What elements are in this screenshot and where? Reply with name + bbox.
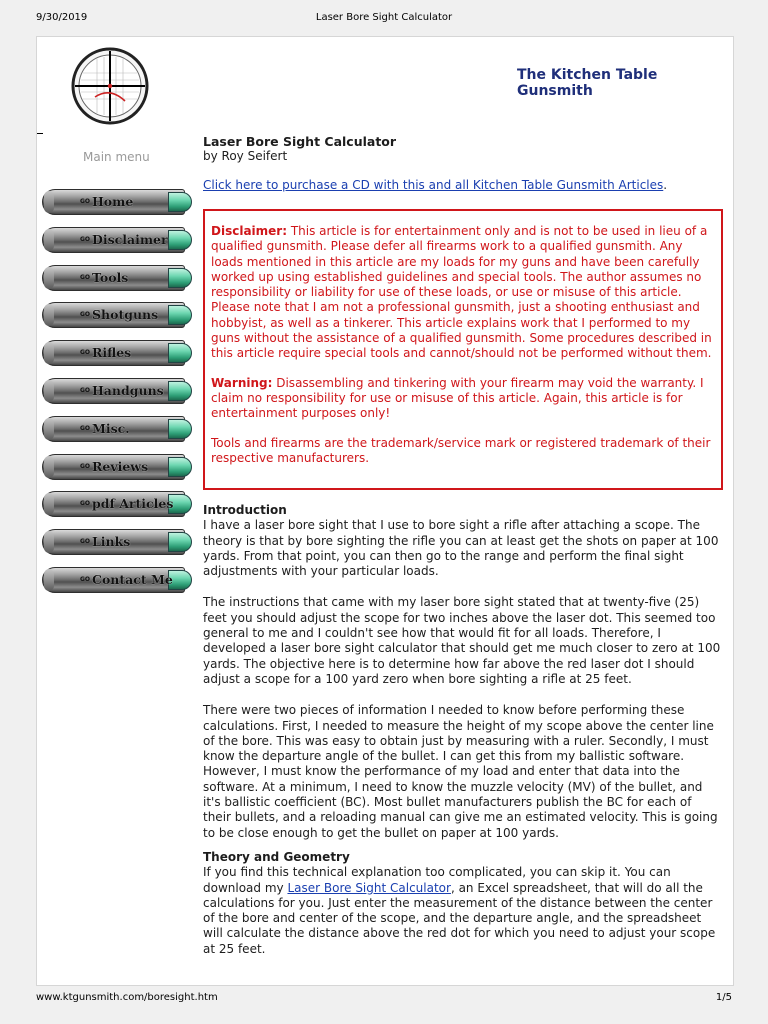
intro-paragraph-3: There were two pieces of information I needed to know before performing these calculations. First, I needed to measure the height of my scope above the center line of the bore. This was easy to obtain just by measuring with a ruler. Secondly, I must know the departure angle of the bullet. I can get this from my ballistic software. However, I must know the performance of my load and enter that data into the software. At a minimum, I need to know the muzzle velocity (MV) of the bullet, and it's ballistic coefficient (BC). Most bullet manufacturers publish the BC for each of their bullets, and a reloading manual can give me an estimated velocity. This is going to be close enough to get the bullet on paper at 100 yards. [203, 703, 718, 840]
bullet-rim [44, 493, 54, 515]
nav-label: Contact Me [92, 571, 173, 587]
bullet-tip [168, 532, 192, 552]
web-page [36, 36, 734, 986]
warning-label: Warning: [211, 375, 273, 390]
bullet-rim [44, 380, 54, 402]
bullet-rim [44, 342, 54, 364]
disclaimer-label: Disclaimer: [211, 224, 288, 238]
nav-label: pdf Articles [92, 496, 174, 512]
nav-label: Links [92, 534, 131, 550]
theory-text-start: If you find this technical explanation too complicated, you can skip it. You can download my [203, 865, 671, 895]
nav-button-reviews[interactable] [42, 452, 197, 482]
go-badge: GO [80, 462, 91, 470]
go-badge: GO [80, 500, 91, 508]
cd-purchase-link[interactable]: Click here to purchase a CD with this and all Kitchen Table Gunsmith Articles [203, 178, 664, 192]
nav-label: Reviews [92, 458, 149, 474]
nav-button-handguns[interactable] [42, 376, 197, 406]
go-badge: GO [80, 538, 91, 546]
theory-text-end: , an Excel spreadsheet, that will do all the calculations for you. Just enter the measurement of the distance between the center of the bore and center of the scope, and the departure angle, and the spreadsheet will calculate the distance above the red dot for which you need to adjust your scope at 25 feet. [203, 880, 716, 956]
introduction-heading: Introduction [203, 503, 287, 517]
bullet-tip [168, 305, 192, 325]
bullet-tip [168, 381, 192, 401]
nav-label: Handguns [92, 382, 164, 398]
theory-section [203, 850, 723, 957]
menu-heading: Main menu [83, 150, 150, 164]
go-badge: GO [80, 424, 91, 432]
main-nav [42, 187, 197, 603]
nav-label: Disclaimer [92, 231, 168, 247]
introduction-section [203, 503, 723, 857]
go-badge: GO [80, 349, 91, 357]
theory-paragraph [203, 865, 723, 957]
intro-paragraph-1: I have a laser bore sight that I use to bore sight a rifle after attaching a scope. The theory is that by bore sighting the rifle you can at least get the shots on paper at 100 yards. From that point, you can then go to the range and perform the final sight adjustments with your particular loads. [203, 518, 719, 579]
calculator-download-link[interactable]: Laser Bore Sight Calculator [287, 880, 451, 895]
go-badge: GO [80, 273, 91, 281]
bullet-tip [168, 343, 192, 363]
bullet-rim [44, 569, 54, 591]
warning-text: Disassembling and tinkering with your firearm may void the warranty. I claim no responsibility for use or misuse of this article. Again, this article is for entertainment purposes only! [211, 375, 704, 421]
nav-label: Shotguns [92, 307, 159, 323]
cd-purchase-line [203, 178, 667, 193]
intro-paragraph-2: The instructions that came with my laser bore sight stated that at twenty-five (25) feet you should adjust the scope for two inches above the laser dot. This seemed too general to me and I couldn't see how that would fit for all loads. Therefore, I developed a laser bore sight calculator that should get me much closer to zero at 100 yards. The objective here is to determine how far above the red laser dot I should adjust a scope for a 100 yard zero when bore sighting a rifle at 25 feet. [203, 595, 721, 686]
nav-button-pdf-articles[interactable] [42, 489, 197, 519]
bullet-rim [44, 456, 54, 478]
warning-paragraph [211, 376, 715, 422]
divider [37, 123, 43, 134]
disclaimer-text: This article is for entertainment only and is not to be used in lieu of a qualified gunsmith. Please defer all firearms work to a qualified gunsmith. Any loads mentioned in this article are my loads for my guns and have been carefully worked up using established guidelines and special tools. The author assumes no responsibility or liability for use of these loads, or use or misuse of this article. Please note that I am not a professional gunsmith, just a shooting enthusiast and hobbyist, as well as a tinkerer. This article explains work that I performed to my guns without the assistance of a qualified gunsmith. Some procedures described in this article require special tools and cannot/should not be performed without them. [211, 224, 712, 361]
nav-label: Rifles [92, 345, 132, 361]
go-badge: GO [80, 386, 91, 394]
bullet-tip [168, 230, 192, 250]
bullet-rim [44, 191, 54, 213]
page-number: 1/5 [715, 992, 732, 1003]
nav-button-tools[interactable] [42, 263, 197, 293]
nav-label: Home [92, 194, 134, 209]
nav-button-disclaimer[interactable] [42, 225, 197, 255]
bullet-tip [168, 457, 192, 477]
print-title: Laser Bore Sight Calculator [315, 12, 453, 23]
nav-label: Tools [92, 269, 129, 285]
nav-button-shotguns[interactable] [42, 300, 197, 330]
nav-label: Misc. [92, 420, 130, 436]
nav-button-contact-me[interactable] [42, 565, 197, 595]
bullet-tip [168, 419, 192, 439]
theory-heading: Theory and Geometry [203, 850, 350, 864]
go-badge: GO [80, 575, 91, 583]
bullet-rim [44, 229, 54, 251]
print-url: www.ktgunsmith.com/boresight.htm [36, 992, 218, 1003]
bullet-rim [44, 267, 54, 289]
bullet-rim [44, 304, 54, 326]
bullet-tip [168, 268, 192, 288]
trademark-paragraph: Tools and firearms are the trademark/service mark or registered trademark of their respective manufacturers. [211, 435, 711, 465]
crosshair-logo[interactable] [71, 47, 149, 125]
nav-button-misc[interactable] [42, 414, 197, 444]
disclaimer-paragraph [211, 224, 715, 362]
cd-link-suffix: . [663, 178, 668, 192]
bullet-rim [44, 531, 54, 553]
nav-button-rifles[interactable] [42, 338, 197, 368]
bullet-tip [168, 192, 192, 212]
disclaimer-box [203, 209, 723, 490]
nav-button-home[interactable] [42, 187, 197, 217]
site-title: The Kitchen Table Gunsmith [517, 67, 658, 99]
go-badge: GO [80, 198, 91, 205]
go-badge: GO [80, 311, 91, 319]
article-byline: by Roy Seifert [203, 149, 288, 163]
go-badge: GO [80, 235, 91, 243]
nav-button-links[interactable] [42, 527, 197, 557]
article-title: Laser Bore Sight Calculator [203, 134, 397, 149]
print-date: 9/30/2019 [36, 12, 88, 23]
bullet-rim [44, 418, 54, 440]
